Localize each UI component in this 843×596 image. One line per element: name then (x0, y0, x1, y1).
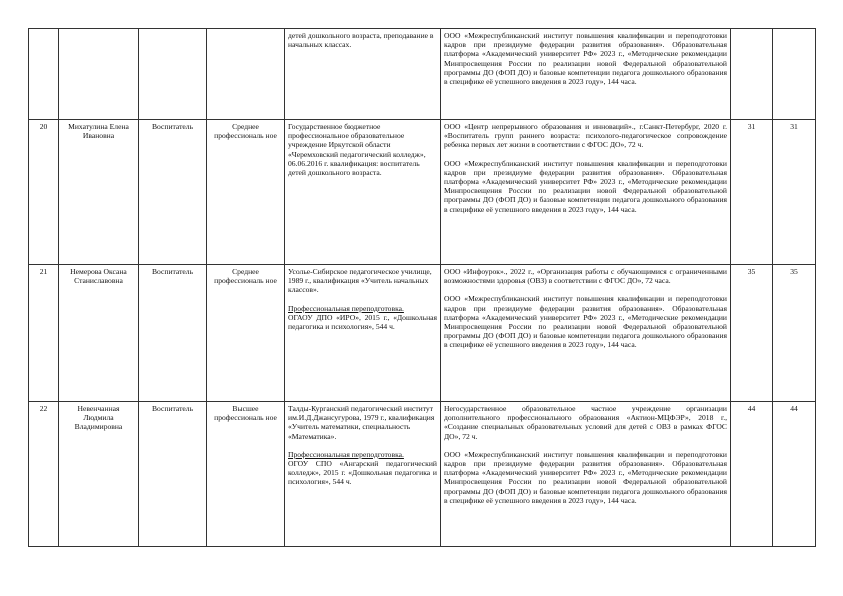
total-experience: 31 (731, 120, 773, 265)
staff-table (28, 28, 816, 547)
employee-name: Немерова Оксана Станиславовна (59, 265, 139, 402)
total-experience: 35 (731, 265, 773, 402)
row-number: 21 (29, 265, 59, 402)
education-level: Среднее профессиональ ное (207, 265, 285, 402)
teaching-experience: 35 (773, 265, 816, 402)
course-entry: ООО «Межреспубликанский институт повышения квалификации и переподготовки кадров при президиуме федерации развития образования». Образовательная платформа «Академический университет РФ» 2023 г., «Методические рекомендации Минпросвещения России по реализации новой Федеральной образовательной программы ДО (ФОП ДО) и базовые компетенции педагога дошкольного образования в специфике её успешного введения в 2023 году», 144 часа. (444, 158, 727, 214)
courses-cell (441, 29, 731, 120)
table-row (29, 120, 816, 265)
total-experience (731, 29, 773, 120)
retraining-text: ОГОУ СПО «Ангарский педагогический колледж», 2015 г. «Дошкольная педагогика и психология», 544 ч. (288, 459, 437, 487)
education-level: Среднее профессиональ ное (207, 120, 285, 265)
course-entry: ООО «Межреспубликанский институт повышения квалификации и переподготовки кадров при президиуме федерации развития образования». Образовательная платформа «Академический университет РФ» 2023 г., «Методические рекомендации Минпросвещения России по реализации новой Федеральной образовательной программы ДО (ФОП ДО) и базовые компетенции педагога дошкольного образования в специфике её успешного введения в 2023 году», 144 часа. (444, 449, 727, 505)
course-entry: ООО «Межреспубликанский институт повышения квалификации и переподготовки кадров при президиуме федерации развития образования». Образовательная платформа «Академический университет РФ» 2023 г., «Методические рекомендации Минпросвещения России по реализации новой Федеральной образовательной программы ДО (ФОП ДО) и базовые компетенции педагога дошкольного образования в специфике её успешного введения в 2023 году», 144 часа. (444, 294, 727, 350)
course-entry: ООО «Межреспубликанский институт повышения квалификации и переподготовки кадров при президиуме федерации развития образования». Образовательная платформа «Академический университет РФ» 2023 г., «Методические рекомендации Минпросвещения России по реализации новой Федеральной образовательной программы ДО (ФОП ДО) и базовые компетенции педагога дошкольного образования в специфике её успешного введения в 2023 году», 144 часа. (444, 31, 727, 87)
table-row (29, 265, 816, 402)
position: Воспитатель (139, 402, 207, 547)
table-row (29, 29, 816, 120)
education-text: Талды-Курганский педагогический институт им.И.Д.Джансугурова, 1979 г., квалификация «Учитель математики, специальность «Математика». (288, 404, 435, 441)
education-level: Высшее профессиональ ное (207, 402, 285, 547)
retraining-text: ОГАОУ ДПО «ИРО», 2015 г., «Дошкольная педагогика и психология», 544 ч. (288, 312, 437, 332)
teaching-experience: 31 (773, 120, 816, 265)
teaching-experience (773, 29, 816, 120)
education-text: Государственное бюджетное профессиональное образовательное учреждение Иркутской области «Черемховский педагогический колледж», 06.06.2016 г. квалификация: воспитатель детей дошкольного возраста. (288, 122, 426, 178)
total-experience: 44 (731, 402, 773, 547)
education-text: Усолье-Сибирское педагогическое училище, 1989 г., квалификация «Учитель начальных классов». (288, 267, 432, 295)
courses-cell (441, 402, 731, 547)
employee-name (59, 29, 139, 120)
education-level (207, 29, 285, 120)
education-cell (285, 402, 441, 547)
position (139, 29, 207, 120)
education-text: детей дошкольного возраста, преподавание в начальных классах. (288, 31, 434, 50)
position: Воспитатель (139, 120, 207, 265)
employee-name: Невенчанная Людмила Владимировна (59, 402, 139, 547)
table-row (29, 402, 816, 547)
table-body (29, 29, 816, 547)
course-entry: ООО «Центр непрерывного образования и инноваций»., г.Санкт-Петербург, 2020 г. «Воспитатель групп раннего возраста: психолого-педагогическое сопровождение ребенка первых лет жизни в соответствии с ФГОС ДО», 72 ч. (444, 122, 727, 150)
retraining-label: Профессиональная переподготовка. (288, 303, 404, 313)
course-entry: Негосударственное образовательное частное учреждение организации дополнительного профессионального образования «Актион-МЦФЭР», 2018 г., «Создание специальных образовательных условий для детей с ОВЗ в рамках ФГОС ДО», 72 ч. (444, 404, 727, 441)
courses-cell (441, 265, 731, 402)
education-cell (285, 120, 441, 265)
row-number (29, 29, 59, 120)
courses-cell (441, 120, 731, 265)
position: Воспитатель (139, 265, 207, 402)
course-entry: ООО «Инфоурок»., 2022 г., «Организация работы с обучающимися с ограниченными возможностями здоровья (ОВЗ) в соответствии с ФГОС ДО», 72 часа. (444, 267, 727, 286)
row-number: 22 (29, 402, 59, 547)
retraining-label: Профессиональная переподготовка. (288, 449, 404, 459)
row-number: 20 (29, 120, 59, 265)
education-cell (285, 29, 441, 120)
education-cell (285, 265, 441, 402)
teaching-experience: 44 (773, 402, 816, 547)
employee-name: Михатулина Елена Ивановна (59, 120, 139, 265)
